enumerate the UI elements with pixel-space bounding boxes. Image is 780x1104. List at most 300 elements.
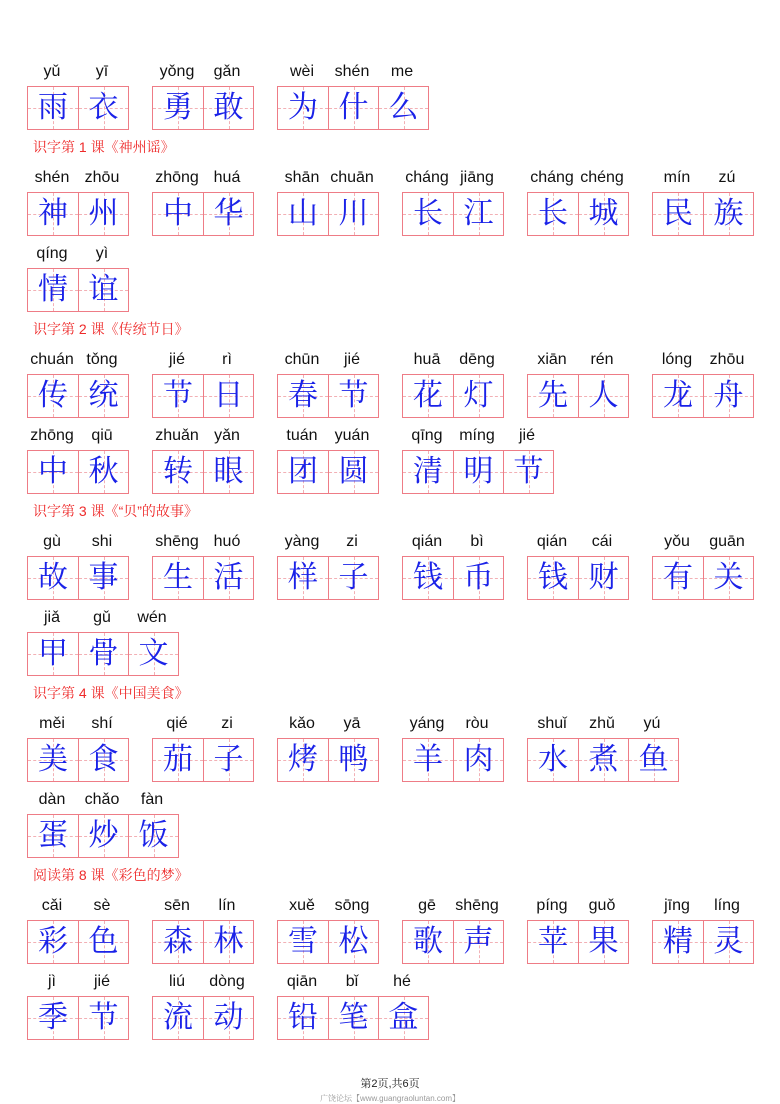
hanzi-character: 情 <box>38 272 68 307</box>
word-row <box>27 532 767 608</box>
hanzi-character: 花 <box>413 378 443 413</box>
hanzi-character: 钱 <box>538 560 568 595</box>
hanzi-character: 苹 <box>538 924 568 959</box>
pinyin-line <box>402 426 554 450</box>
hanzi-character: 人 <box>588 378 619 413</box>
hanzi-character: 春 <box>288 378 318 413</box>
pinyin: chuán <box>30 351 74 368</box>
pinyin-line <box>652 896 754 920</box>
hanzi-character: 鸭 <box>338 742 369 777</box>
vocab-word <box>152 896 254 964</box>
tianzige-grid <box>527 556 629 600</box>
pinyin: jīng <box>664 897 690 914</box>
vocab-word <box>527 168 629 236</box>
lesson-heading: 识字第 1 课《神州谣》 <box>33 139 175 155</box>
hanzi-character: 山 <box>288 196 318 231</box>
tianzige-grid <box>152 920 254 964</box>
hanzi-character: 龙 <box>663 378 693 413</box>
hanzi-character: 肉 <box>463 742 494 777</box>
pinyin-line <box>152 350 254 374</box>
pinyin: shí <box>91 715 113 732</box>
hanzi-character: 族 <box>713 196 744 231</box>
word-row <box>27 790 767 866</box>
tianzige-grid <box>27 556 129 600</box>
vocab-word <box>527 350 629 418</box>
pinyin: yú <box>643 715 661 732</box>
tianzige-cell <box>528 375 578 417</box>
hanzi-character: 子 <box>338 560 369 595</box>
tianzige-cell <box>503 451 553 493</box>
hanzi-character: 笔 <box>338 1000 369 1035</box>
pinyin-line <box>527 532 629 556</box>
lesson-heading: 阅读第 8 课《彩色的梦》 <box>33 867 189 883</box>
pinyin: qíng <box>36 245 68 262</box>
hanzi-character: 财 <box>588 560 619 595</box>
hanzi-character: 勇 <box>163 90 193 125</box>
pinyin-line <box>27 790 179 814</box>
tianzige-grid <box>152 738 254 782</box>
hanzi-character: 统 <box>88 378 119 413</box>
tianzige-grid <box>27 632 179 676</box>
vocab-word <box>277 426 379 494</box>
tianzige-cell <box>653 375 703 417</box>
pinyin: jié <box>93 973 110 990</box>
hanzi-character: 动 <box>213 1000 244 1035</box>
tianzige-cell <box>703 193 753 235</box>
hanzi-character: 关 <box>713 560 744 595</box>
tianzige-cell <box>78 557 128 599</box>
tianzige-cell <box>278 193 328 235</box>
tianzige-grid <box>402 738 504 782</box>
hanzi-character: 美 <box>38 742 68 777</box>
pinyin-line <box>402 350 504 374</box>
hanzi-character: 烤 <box>288 742 318 777</box>
tianzige-cell <box>378 997 428 1039</box>
vocab-word <box>652 896 754 964</box>
hanzi-character: 节 <box>88 1000 119 1035</box>
word-row <box>27 608 767 684</box>
hanzi-character: 鱼 <box>638 742 669 777</box>
pinyin-line <box>402 168 504 192</box>
lesson-heading: 识字第 3 课《“贝”的故事》 <box>33 503 198 519</box>
pinyin: yī <box>95 63 109 80</box>
hanzi-character: 长 <box>538 196 568 231</box>
pinyin-line <box>152 426 254 450</box>
tianzige-cell <box>278 451 328 493</box>
hanzi-character: 水 <box>538 742 568 777</box>
tianzige-cell <box>278 997 328 1039</box>
tianzige-grid <box>277 192 379 236</box>
hanzi-character: 传 <box>38 378 68 413</box>
hanzi-character: 城 <box>588 196 619 231</box>
hanzi-character: 松 <box>338 924 369 959</box>
tianzige-cell <box>28 921 78 963</box>
pinyin-line <box>27 972 129 996</box>
tianzige-cell <box>203 87 253 129</box>
pinyin-line <box>27 244 129 268</box>
hanzi-character: 敢 <box>213 90 244 125</box>
pinyin: huó <box>213 533 241 550</box>
tianzige-cell <box>78 87 128 129</box>
pinyin: liú <box>168 973 185 990</box>
pinyin: cháng <box>530 169 574 186</box>
vocab-word <box>27 426 129 494</box>
pinyin-line <box>277 62 429 86</box>
pinyin-line <box>402 532 504 556</box>
hanzi-character: 节 <box>338 378 369 413</box>
pinyin: shén <box>334 63 370 80</box>
tianzige-cell <box>153 193 203 235</box>
tianzige-cell <box>28 87 78 129</box>
pinyin-line <box>152 168 254 192</box>
hanzi-character: 饭 <box>138 818 169 853</box>
tianzige-grid <box>527 920 629 964</box>
vocab-word <box>652 532 754 600</box>
tianzige-cell <box>578 193 628 235</box>
pinyin: wèi <box>289 63 314 80</box>
tianzige-cell <box>403 739 453 781</box>
pinyin: gē <box>418 897 436 914</box>
vocab-word <box>652 350 754 418</box>
pinyin: chéng <box>580 169 624 186</box>
pinyin: wén <box>137 609 167 626</box>
pinyin: zú <box>718 169 736 186</box>
tianzige-cell <box>328 997 378 1039</box>
tianzige-cell <box>328 451 378 493</box>
pinyin: jiāng <box>460 169 494 186</box>
hanzi-character: 生 <box>163 560 193 595</box>
hanzi-character: 中 <box>163 196 193 231</box>
pinyin: zhōng <box>155 169 199 186</box>
tianzige-cell <box>78 739 128 781</box>
tianzige-grid <box>277 86 429 130</box>
tianzige-cell <box>153 997 203 1039</box>
tianzige-cell <box>203 193 253 235</box>
tianzige-cell <box>153 557 203 599</box>
pinyin: píng <box>536 897 568 914</box>
tianzige-grid <box>652 192 754 236</box>
pinyin-line <box>402 714 504 738</box>
pinyin: chūn <box>284 351 320 368</box>
tianzige-cell <box>28 557 78 599</box>
tianzige-cell <box>278 557 328 599</box>
tianzige-cell <box>453 193 503 235</box>
tianzige-grid <box>27 374 129 418</box>
tianzige-cell <box>453 557 503 599</box>
tianzige-cell <box>28 269 78 311</box>
vocab-word <box>152 714 254 782</box>
tianzige-grid <box>27 996 129 1040</box>
pinyin: huā <box>413 351 441 368</box>
hanzi-character: 林 <box>213 924 244 959</box>
word-row <box>27 426 767 502</box>
pinyin-line <box>27 350 129 374</box>
tianzige-grid <box>277 450 379 494</box>
pinyin-line <box>27 168 129 192</box>
vocab-word <box>277 972 429 1040</box>
pinyin: cái <box>591 533 613 550</box>
vocab-word <box>27 790 179 858</box>
pinyin: yǔ <box>43 63 61 80</box>
hanzi-character: 长 <box>413 196 443 231</box>
pinyin-line <box>27 62 129 86</box>
pinyin-line <box>152 972 254 996</box>
hanzi-character: 文 <box>138 636 169 671</box>
hanzi-character: 甲 <box>38 636 68 671</box>
pinyin-line <box>27 896 129 920</box>
vocab-word <box>27 62 129 130</box>
lesson-heading: 识字第 2 课《传统节日》 <box>33 321 189 337</box>
pinyin: gù <box>43 533 61 550</box>
pinyin-line <box>277 426 379 450</box>
tianzige-cell <box>78 921 128 963</box>
vocab-word <box>277 714 379 782</box>
hanzi-character: 灯 <box>463 378 494 413</box>
pinyin: qián <box>536 533 568 550</box>
page-number: 第2页,共6页 <box>360 1078 420 1090</box>
hanzi-character: 骨 <box>88 636 119 671</box>
pinyin: dàn <box>38 791 66 808</box>
word-row <box>27 168 767 244</box>
tianzige-cell <box>78 451 128 493</box>
pinyin: zhōu <box>84 169 120 186</box>
tianzige-cell <box>528 921 578 963</box>
vocab-word <box>27 532 129 600</box>
tianzige-cell <box>28 451 78 493</box>
pinyin: shēng <box>155 533 199 550</box>
word-row <box>27 244 767 320</box>
tianzige-cell <box>203 557 253 599</box>
hanzi-character: 子 <box>213 742 244 777</box>
pinyin: yì <box>95 245 109 262</box>
hanzi-character: 衣 <box>88 90 119 125</box>
pinyin: xiān <box>537 351 567 368</box>
tianzige-grid <box>402 556 504 600</box>
tianzige-cell <box>278 375 328 417</box>
tianzige-grid <box>652 920 754 964</box>
tianzige-cell <box>653 921 703 963</box>
pinyin: míng <box>459 427 495 444</box>
tianzige-cell <box>203 997 253 1039</box>
hanzi-character: 食 <box>88 742 119 777</box>
pinyin-line <box>527 896 629 920</box>
tianzige-cell <box>28 739 78 781</box>
tianzige-cell <box>153 921 203 963</box>
tianzige-cell <box>28 193 78 235</box>
tianzige-grid <box>277 920 379 964</box>
vocab-word <box>527 714 679 782</box>
pinyin: chǎo <box>84 791 120 808</box>
tianzige-cell <box>453 375 503 417</box>
hanzi-character: 中 <box>38 454 68 489</box>
pinyin-line <box>27 426 129 450</box>
vocab-word <box>402 350 504 418</box>
hanzi-character: 茄 <box>163 742 193 777</box>
pinyin: zhōng <box>30 427 74 444</box>
tianzige-grid <box>27 268 129 312</box>
tianzige-cell <box>78 375 128 417</box>
tianzige-cell <box>578 921 628 963</box>
pinyin: yáng <box>409 715 445 732</box>
vocab-word <box>527 532 629 600</box>
vocab-word <box>27 168 129 236</box>
hanzi-character: 雨 <box>38 90 68 125</box>
tianzige-cell <box>203 739 253 781</box>
pinyin: yǒng <box>159 63 195 80</box>
vocab-word <box>402 896 504 964</box>
tianzige-cell <box>578 739 628 781</box>
vocab-word <box>277 62 429 130</box>
hanzi-character: 为 <box>288 90 318 125</box>
tianzige-cell <box>403 193 453 235</box>
pinyin: zi <box>221 715 233 732</box>
tianzige-cell <box>403 451 453 493</box>
pinyin-line <box>277 714 379 738</box>
pinyin-line <box>277 972 429 996</box>
tianzige-cell <box>203 375 253 417</box>
tianzige-grid <box>277 556 379 600</box>
hanzi-character: 秋 <box>88 454 119 489</box>
pinyin-line <box>277 532 379 556</box>
hanzi-character: 事 <box>88 560 119 595</box>
tianzige-cell <box>628 739 678 781</box>
tianzige-grid <box>27 920 129 964</box>
hanzi-character: 精 <box>663 924 693 959</box>
vocab-word <box>152 350 254 418</box>
hanzi-character: 币 <box>463 560 494 595</box>
hanzi-character: 川 <box>338 196 369 231</box>
tianzige-cell <box>528 193 578 235</box>
pinyin-line <box>277 896 379 920</box>
tianzige-cell <box>403 921 453 963</box>
hanzi-character: 蛋 <box>38 818 68 853</box>
hanzi-character: 先 <box>538 378 568 413</box>
tianzige-cell <box>203 451 253 493</box>
hanzi-character: 雪 <box>288 924 318 959</box>
tianzige-cell <box>528 739 578 781</box>
page-footer <box>0 1075 780 1104</box>
tianzige-grid <box>27 450 129 494</box>
vocab-word <box>152 168 254 236</box>
pinyin-line <box>152 532 254 556</box>
tianzige-grid <box>27 86 129 130</box>
pinyin: sēn <box>164 897 190 914</box>
vocab-word <box>402 168 504 236</box>
vocab-word <box>402 426 554 494</box>
pinyin-line <box>652 532 754 556</box>
tianzige-grid <box>527 374 629 418</box>
pinyin: gǔ <box>93 609 111 626</box>
hanzi-character: 有 <box>663 560 693 595</box>
pinyin: zhōu <box>709 351 745 368</box>
hanzi-character: 州 <box>88 196 119 231</box>
pinyin: qián <box>411 533 443 550</box>
pinyin: jì <box>48 973 56 990</box>
tianzige-cell <box>278 87 328 129</box>
hanzi-character: 转 <box>163 454 193 489</box>
hanzi-character: 团 <box>288 454 318 489</box>
tianzige-grid <box>277 374 379 418</box>
pinyin: gǎn <box>213 63 241 80</box>
hanzi-character: 节 <box>513 454 544 489</box>
pinyin: bǐ <box>345 973 359 990</box>
tianzige-cell <box>128 815 178 857</box>
tianzige-cell <box>28 633 78 675</box>
hanzi-character: 眼 <box>213 454 244 489</box>
tianzige-cell <box>328 739 378 781</box>
pinyin: tǒng <box>86 351 118 368</box>
pinyin: shén <box>34 169 70 186</box>
tianzige-cell <box>78 997 128 1039</box>
pinyin: shēng <box>455 897 499 914</box>
pinyin: guǒ <box>588 897 616 914</box>
hanzi-character: 炒 <box>88 818 119 853</box>
lesson-heading: 识字第 4 课《中国美食》 <box>33 685 189 701</box>
pinyin: sōng <box>334 897 370 914</box>
hanzi-character: 钱 <box>413 560 443 595</box>
tianzige-cell <box>78 633 128 675</box>
hanzi-character: 节 <box>163 378 193 413</box>
pinyin-line <box>527 714 679 738</box>
word-row <box>27 896 767 972</box>
tianzige-cell <box>578 375 628 417</box>
tianzige-cell <box>78 269 128 311</box>
pinyin: hé <box>393 973 411 990</box>
tianzige-cell <box>203 921 253 963</box>
tianzige-cell <box>278 739 328 781</box>
hanzi-character: 舟 <box>713 378 744 413</box>
pinyin: me <box>390 63 414 80</box>
pinyin: jié <box>168 351 185 368</box>
pinyin: líng <box>714 897 740 914</box>
tianzige-cell <box>453 451 503 493</box>
pinyin: kǎo <box>289 715 315 732</box>
pinyin-line <box>277 168 379 192</box>
tianzige-cell <box>328 921 378 963</box>
pinyin: sè <box>93 897 111 914</box>
pinyin: měi <box>39 715 65 732</box>
pinyin: xuě <box>289 897 315 914</box>
vocab-word <box>527 896 629 964</box>
pinyin: yā <box>343 715 361 732</box>
tianzige-cell <box>278 921 328 963</box>
vocab-word <box>277 896 379 964</box>
pinyin-line <box>652 350 754 374</box>
tianzige-cell <box>453 921 503 963</box>
pinyin: cǎi <box>41 897 63 914</box>
pinyin: cháng <box>405 169 449 186</box>
pinyin: qīng <box>411 427 443 444</box>
vocab-word <box>27 608 179 676</box>
hanzi-character: 神 <box>38 196 68 231</box>
vocab-word <box>27 896 129 964</box>
pinyin-line <box>152 62 254 86</box>
pinyin-line <box>27 608 179 632</box>
pinyin: rén <box>590 351 614 368</box>
hanzi-character: 江 <box>463 196 494 231</box>
pinyin: qié <box>166 715 188 732</box>
vocab-word <box>402 532 504 600</box>
hanzi-character: 声 <box>463 924 494 959</box>
tianzige-cell <box>703 921 753 963</box>
tianzige-cell <box>453 739 503 781</box>
tianzige-cell <box>328 557 378 599</box>
tianzige-cell <box>403 557 453 599</box>
pinyin: chuān <box>330 169 374 186</box>
hanzi-character: 盒 <box>388 1000 419 1035</box>
tianzige-cell <box>153 739 203 781</box>
hanzi-character: 铅 <box>288 1000 318 1035</box>
